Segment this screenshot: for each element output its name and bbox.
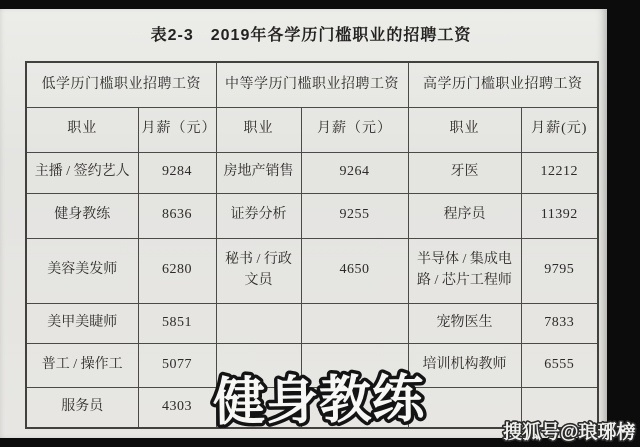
salary-cell: 12212 xyxy=(521,152,598,193)
job-cell: 宠物医生 xyxy=(408,303,521,343)
table-title: 表2-3 2019年各学历门槛职业的招聘工资 xyxy=(150,27,472,44)
salary-cell: 7833 xyxy=(521,303,598,343)
salary-cell: 11392 xyxy=(521,193,598,238)
job-cell: 牙医 xyxy=(408,152,521,193)
job-cell: 培训机构教师 xyxy=(408,343,521,387)
meme-caption-overlay xyxy=(202,358,435,440)
scanned-page xyxy=(0,9,636,443)
job-cell: 美容美发师 xyxy=(26,238,138,303)
salary-cell: 5077 xyxy=(138,343,216,387)
salary-cell: 9284 xyxy=(138,152,216,193)
job-cell: 证券分析 xyxy=(216,193,301,238)
job-cell: 主播 / 签约艺人 xyxy=(26,152,138,193)
job-cell: 程序员 xyxy=(408,193,521,238)
col-header-job-low: 职业 xyxy=(26,107,138,152)
salary-cell: 6280 xyxy=(138,238,216,303)
table-row xyxy=(26,238,598,303)
table-row xyxy=(26,303,598,343)
col-header-job-mid: 职业 xyxy=(216,107,301,152)
col-header-salary-low: 月薪（元） xyxy=(138,107,216,152)
col-header-job-high: 职业 xyxy=(408,107,521,152)
job-cell: 秘书 / 行政文员 xyxy=(216,238,301,303)
group-header-high: 高学历门槛职业招聘工资 xyxy=(408,62,598,107)
table-row xyxy=(26,152,598,193)
salary-cell: 6555 xyxy=(521,343,598,387)
column-header-row xyxy=(26,107,598,152)
salary-cell: 4303 xyxy=(138,387,216,428)
col-header-salary-high: 月薪(元) xyxy=(521,107,598,152)
job-cell xyxy=(216,303,301,343)
salary-cell: 5851 xyxy=(138,303,216,343)
group-header-mid: 中等学历门槛职业招聘工资 xyxy=(216,62,408,107)
salary-cell: 8636 xyxy=(138,193,216,238)
salary-cell: 9795 xyxy=(521,238,598,303)
job-cell: 房地产销售 xyxy=(216,152,301,193)
job-cell: 半导体 / 集成电路 / 芯片工程师 xyxy=(408,238,521,303)
group-header-row xyxy=(26,62,598,107)
job-cell: 普工 / 操作工 xyxy=(26,343,138,387)
watermark-text: 搜狐号@琅琊榜 xyxy=(503,422,636,443)
watermark-badge xyxy=(499,415,640,447)
meme-caption-text: 健身教练 xyxy=(212,370,426,432)
salary-cell: 4650 xyxy=(301,238,408,303)
salary-cell: 9255 xyxy=(301,193,408,238)
job-cell: 服务员 xyxy=(26,387,138,428)
table-row xyxy=(26,193,598,238)
salary-cell xyxy=(301,303,408,343)
salary-cell: 9264 xyxy=(301,152,408,193)
job-cell: 美甲美睫师 xyxy=(26,303,138,343)
group-header-low: 低学历门槛职业招聘工资 xyxy=(26,62,216,107)
job-cell: 健身教练 xyxy=(26,193,138,238)
col-header-salary-mid: 月薪（元） xyxy=(301,107,408,152)
